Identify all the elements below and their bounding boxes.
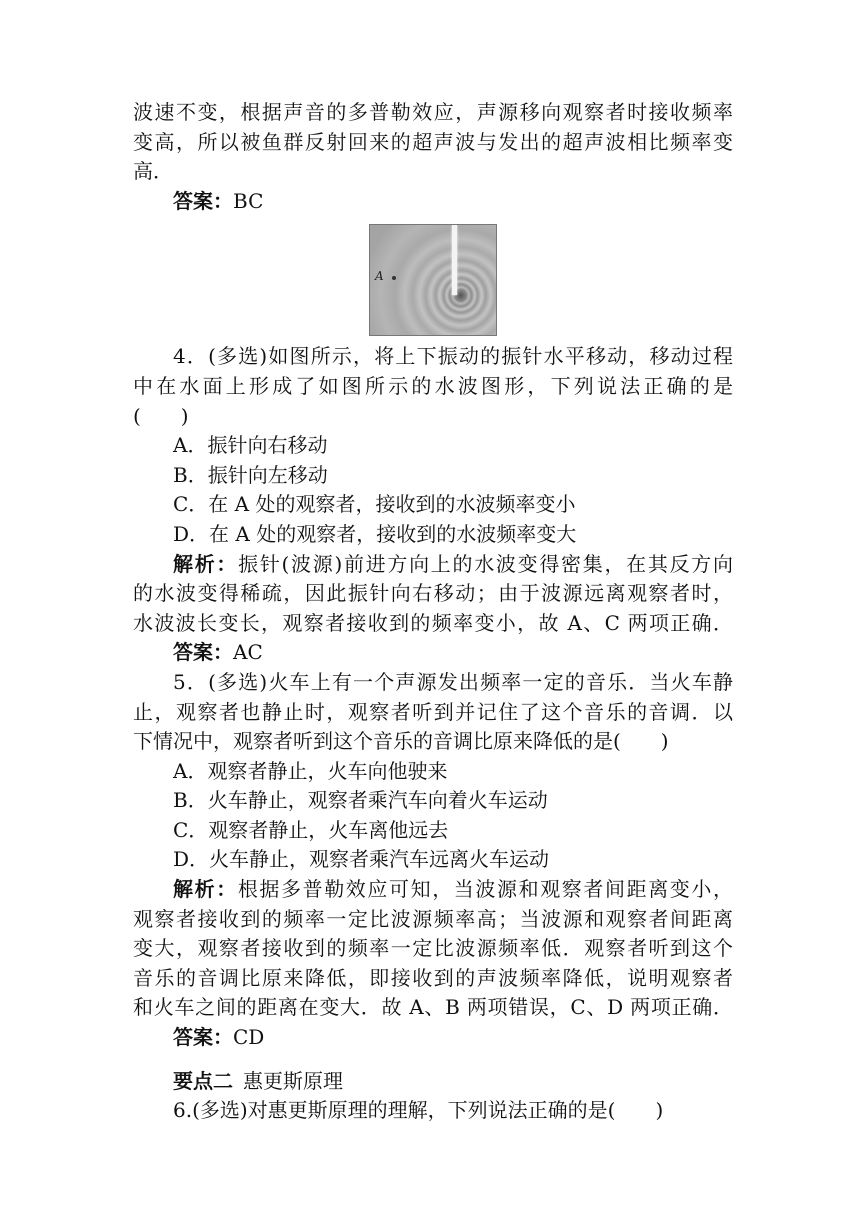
option-c: C．在 A 处的观察者，接收到的水波频率变小: [173, 492, 576, 517]
question-stem: 4．(多选)如图所示，将上下振动的振针水平移动，移动过程: [173, 344, 733, 369]
analysis-line: [133, 875, 733, 905]
text-line: 变高，所以被鱼群反射回来的超声波与发出的超声波相比频率变: [133, 129, 733, 154]
water-wave-figure: [369, 224, 497, 336]
observer-point: [392, 276, 396, 280]
text-line: 高．: [133, 159, 173, 184]
question-stem: 止，观察者也静止时，观察者听到并记住了这个音乐的音调．以: [133, 699, 733, 724]
answer-value: AC: [233, 640, 263, 665]
answer-label: 答案：: [173, 1025, 233, 1050]
question-stem: 中在水面上形成了如图所示的水波图形，下列说法正确的是: [133, 373, 733, 398]
option-d: D．在 A 处的观察者，接收到的水波频率变大: [173, 521, 577, 546]
answer-line: [133, 187, 733, 217]
analysis-text: 根据多普勒效应可知，当波源和观察者间距离变小，: [237, 877, 734, 902]
option-a: A．振针向右移动: [173, 433, 328, 458]
section-label: 要点二: [173, 1068, 233, 1093]
question-stem: 下情况中，观察者听到这个音乐的音调比原来降低的是( ): [133, 729, 669, 754]
option-a: A．观察者静止，火车向他驶来: [173, 758, 448, 783]
analysis-label: 解析：: [173, 551, 239, 576]
analysis-line: 水波波长变长，观察者接收到的频率变小，故 A、C 两项正确．: [133, 610, 733, 635]
question-stem: 5．(多选)火车上有一个声源发出频率一定的音乐．当火车静: [173, 669, 733, 694]
answer-label: 答案：: [173, 640, 233, 665]
section-title: 惠更斯原理: [243, 1068, 343, 1093]
text-line: 波速不变，根据声音的多普勒效应，声源移向观察者时接收频率: [133, 100, 733, 124]
option-b: B．火车静止，观察者乘汽车向着火车运动: [173, 788, 548, 813]
option-c: C．观察者静止，火车离他远去: [173, 817, 449, 842]
analysis-label: 解析：: [173, 877, 238, 902]
answer-line: [133, 1023, 733, 1053]
analysis-text: 振针(波源)前进方向上的水波变得密集，在其反方向: [238, 551, 733, 576]
answer-value: CD: [233, 1025, 265, 1050]
question-stem: ( ): [133, 403, 189, 428]
analysis-line: 音乐的音调比原来降低，即接收到的声波频率降低，说明观察者: [133, 965, 733, 990]
question-stem: 6.(多选)对惠更斯原理的理解，下列说法正确的是( ): [173, 1098, 664, 1123]
analysis-line: 观察者接收到的频率一定比波源频率高；当波源和观察者间距离: [133, 906, 733, 931]
vibrating-needle: [452, 225, 457, 295]
analysis-line: 的水波变得稀疏，因此振针向右移动；由于波源远离观察者时，: [133, 581, 733, 606]
section-heading: [133, 1067, 733, 1097]
option-d: D．火车静止，观察者乘汽车远离火车运动: [173, 847, 550, 872]
answer-label: 答案：: [173, 188, 233, 213]
figure-label-a: A: [375, 269, 384, 284]
document-page: [133, 98, 733, 1126]
analysis-line: [133, 550, 733, 580]
answer-line: [133, 638, 733, 668]
analysis-line: 和火车之间的距离在变大．故 A、B 两项错误，C、D 两项正确．: [133, 995, 733, 1020]
option-b: B．振针向左移动: [173, 462, 328, 487]
answer-value: BC: [233, 188, 264, 213]
analysis-line: 变大，观察者接收到的频率一定比波源频率低．观察者听到这个: [133, 936, 733, 961]
